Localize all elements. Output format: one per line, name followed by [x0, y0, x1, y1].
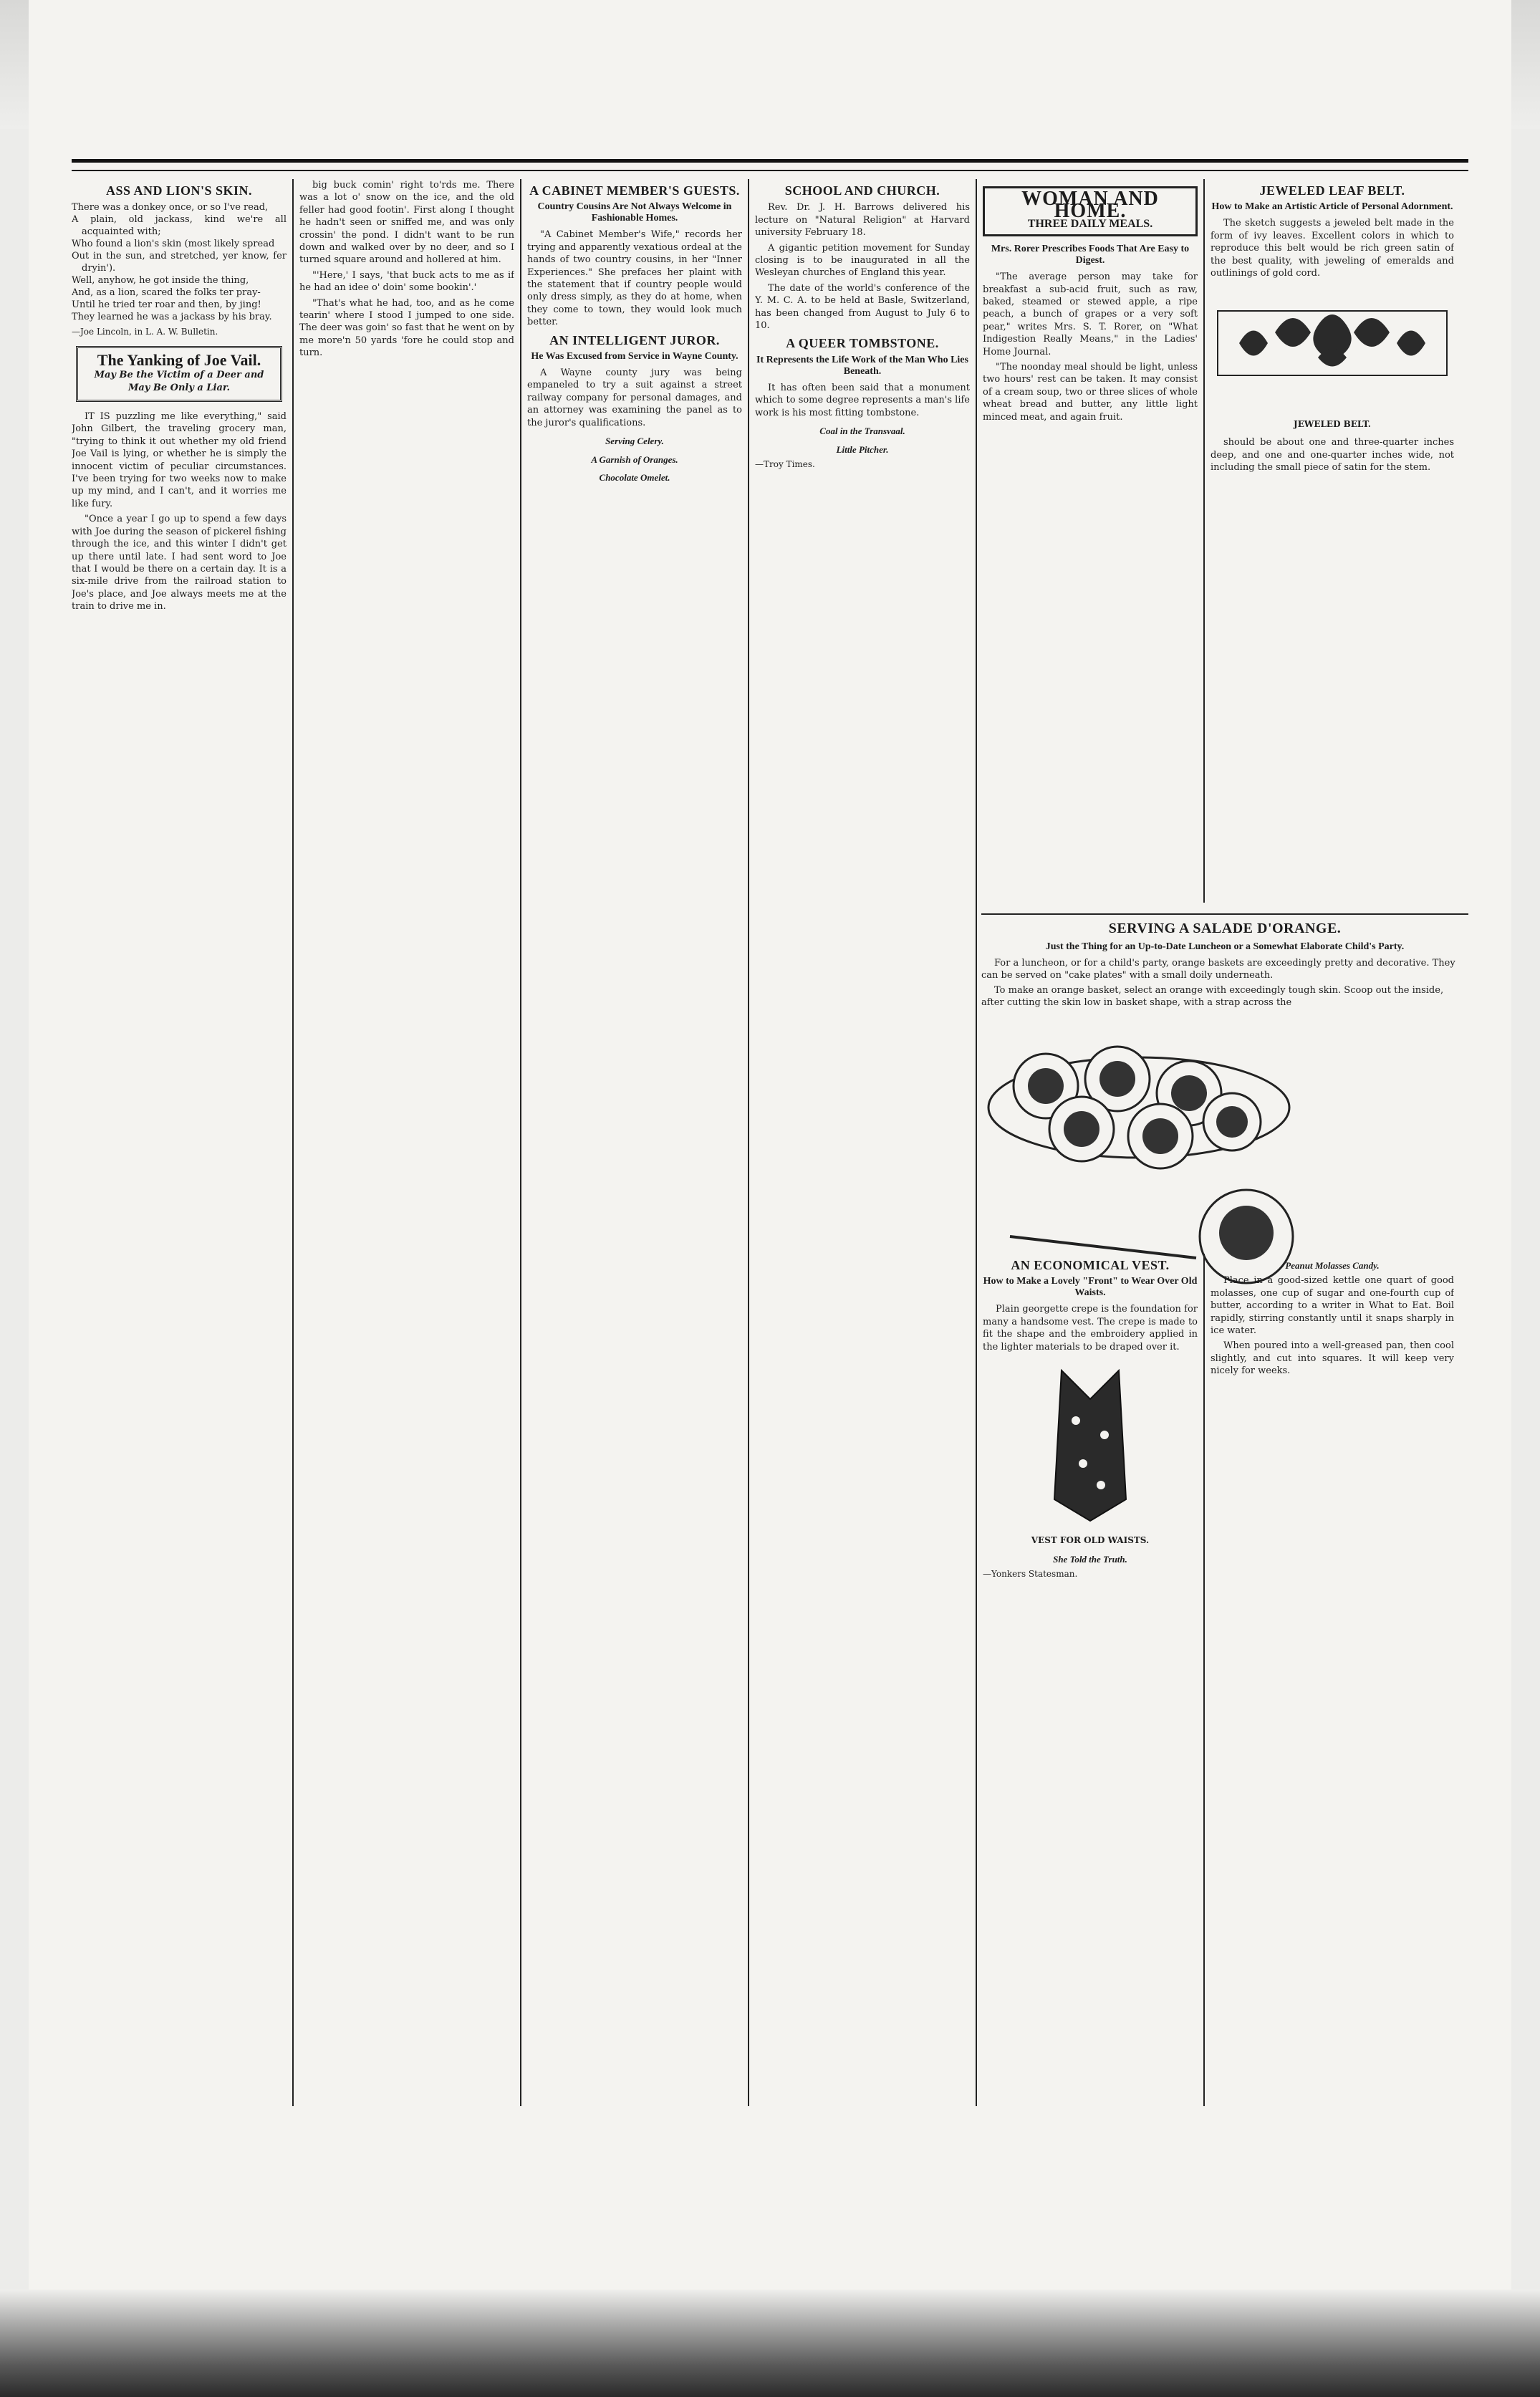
- subheadline: May Be the Victim of a Deer and May Be Only a Liar.: [94, 370, 264, 393]
- section-heading: A Garnish of Oranges.: [591, 453, 678, 465]
- article-paragraph: "That's what he had, too, and as he come tearin' where I stood I jumped to one side. The deer was goin' so fast that he went on by me more'n 50 yards 'fore he could stop and turn.: [299, 297, 514, 359]
- subheadline: How to Make an Artistic Article of Personal Adornment.: [1211, 201, 1453, 213]
- article-paragraph: Plain georgette crepe is the foundation for many a handsome vest. The crepe is made to fit the shape and the embroidery applied in the lighter materials to be draped over it.: [983, 1304, 1198, 1353]
- column-3: [527, 179, 742, 2106]
- subheadline: It Represents the Life Work of the Man Who Lies Beneath.: [756, 354, 968, 377]
- article-paragraph: Rev. Dr. J. H. Barrows delivered his lecture on "Natural Religion" at Harvard university February 18.: [755, 202, 970, 239]
- poem-line: They learned he was a jackass by his bray.: [72, 312, 272, 323]
- section-heading: Serving Celery.: [605, 436, 664, 447]
- boxed-headline: [76, 346, 282, 402]
- section-heading: Chocolate Omelet.: [599, 471, 670, 483]
- section-header-woman-home: [983, 186, 1198, 236]
- article-paragraph: A gigantic petition movement for Sunday closing is to be inaugurated in all the Wesleyan churches of England this year.: [755, 242, 970, 279]
- article-paragraph: "Once a year I go up to spend a few days with Joe during the season of pickerel fishing through the ice, and this winter I didn't get up there until late. I had sent word to Joe that I would be there on a certain day. It is a six-mile drive from the railroad station to Joe's place, and Joe always meets me at the train to drive me in.: [72, 514, 287, 613]
- article-paragraph: "The noonday meal should be light, unless two hours' rest can be taken. It may consist of a cream soup, two or three slices of whole wheat bread and butter, any little light minced meat, and again fruit.: [983, 362, 1198, 423]
- section-heading: Peanut Molasses Candy.: [1285, 1260, 1380, 1271]
- headline-cabinet-guests: A CABINET MEMBER'S GUESTS.: [529, 183, 740, 198]
- poem-line: A plain, old jackass, kind we're all acquainted with;: [72, 214, 287, 238]
- article-paragraph: When poured into a well-greased pan, then cool slightly, and cut into squares. It will keep very nicely for weeks.: [1211, 1340, 1454, 1377]
- poem-line: Out in the sun, and stretched, yer know, fer dryin').: [72, 251, 287, 274]
- section-heading: Coal in the Transvaal.: [819, 426, 905, 437]
- headline-ass-lion: ASS AND LION'S SKIN.: [105, 183, 253, 198]
- section-heading: Little Pitcher.: [836, 443, 889, 455]
- headline-intelligent-juror: AN INTELLIGENT JUROR.: [549, 332, 720, 347]
- column-rule: [976, 179, 977, 2106]
- article-paragraph: It has often been said that a monument which to some degree represents a man's life work is his most fitting tombstone.: [755, 382, 970, 418]
- section-rule: [981, 913, 1468, 915]
- headline-economical-vest: AN ECONOMICAL VEST.: [1011, 1258, 1170, 1272]
- byline: —Yonkers Statesman.: [983, 1569, 1078, 1580]
- article-paragraph: A Wayne county jury was being empaneled to try a suit against a street railway company for personal damages, and an attorney was examining the panel as to the juror's qualifications.: [527, 368, 742, 428]
- article-paragraph: The sketch suggests a jeweled belt made in the form of ivy leaves. Excellent colors in which to reproduce this belt would be rich green satin of the best quality, with jeweling of emeralds and outlinings of gold cord.: [1211, 218, 1454, 279]
- byline: —Troy Times.: [755, 458, 815, 469]
- column-rule: [1203, 179, 1205, 903]
- column-6-bottom: [1211, 1254, 1454, 2106]
- headline-jeweled-belt: JEWELED LEAF BELT.: [1259, 183, 1405, 198]
- jeweled-belt-illustration: [1211, 282, 1454, 411]
- column-rule: [520, 179, 521, 2106]
- poem-line: There was a donkey once, or so I've read,: [72, 202, 269, 213]
- poem: [72, 201, 287, 323]
- column-4: [755, 179, 970, 2106]
- subheadline: Country Cousins Are Not Always Welcome in Fashionable Homes.: [537, 201, 732, 224]
- article-paragraph: should be about one and three-quarter inches deep, and one and one-quarter inches wide, not including the small piece of satin for the stem.: [1211, 437, 1454, 474]
- article-paragraph: "The average person may take for breakfast a sub-acid fruit, such as raw, baked, steamed or stewed apple, a ripe peach, a bunch of grapes or a very soft pear," writes Mrs. S. T. Rorer, on "What Indigestion Really Means," in the Ladies' Home Journal.: [983, 272, 1198, 357]
- subheadline: Mrs. Rorer Prescribes Foods That Are Easy to Digest.: [991, 244, 1190, 266]
- headline-three-meals: THREE DAILY MEALS.: [1027, 217, 1153, 230]
- poem-line: Who found a lion's skin (most likely spread: [72, 239, 275, 250]
- article-paragraph: IT IS puzzling me like everything," said John Gilbert, the traveling grocery man, "trying to think it out whether my old friend Joe Vail is lying, or whether he is simply the innocent victim of peculiar circumstances. I've been trying for two weeks now to make up my mind, and I can't, and it worries me like fury.: [72, 411, 287, 509]
- poem-line: Until he tried ter roar and then, by jing!: [72, 299, 261, 311]
- column-2: [299, 179, 514, 2106]
- headline-queer-tombstone: A QUEER TOMBSTONE.: [786, 336, 939, 351]
- column-5-top: [983, 179, 1198, 903]
- subheadline: Just the Thing for an Up-to-Date Luncheon or a Somewhat Elaborate Child's Party.: [1045, 941, 1405, 952]
- byline: —Joe Lincoln, in L. A. W. Bulletin.: [72, 327, 218, 337]
- subheadline: How to Make a Lovely "Front" to Wear Over Old Waists.: [983, 1276, 1198, 1299]
- column-6-top: [1211, 179, 1454, 903]
- article-paragraph: "A Cabinet Member's Wife," records her trying and apparently vexatious ordeal at the hands of two country cousins, in her "Inner Experiences." She prefaces her plaint with the statement that if country people would only dress simply, as they do at home, when they come to town, they would look much better.: [527, 229, 742, 328]
- headline-joe-vail: The Yanking of Joe Vail.: [97, 350, 261, 369]
- illustration-caption: VEST FOR OLD WAISTS.: [1031, 1535, 1150, 1546]
- article-paragraph: Place in a good-sized kettle one quart of good molasses, one cup of sugar and one-fourth cup of butter, according to a writer in What to Eat. Boil rapidly, stirring constantly until it snaps sharply in ice water.: [1211, 1275, 1454, 1337]
- headline-woman-home: WOMAN AND HOME.: [1021, 188, 1159, 223]
- header-rule: [72, 159, 1468, 171]
- article-paragraph: For a luncheon, or for a child's party, orange baskets are exceedingly pretty and decorative. They can be served on "cake plates" with a small doily underneath.: [981, 958, 1455, 981]
- article-paragraph: "'Here,' I says, 'that buck acts to me as if he had an idee o' doin' some bookin'.': [299, 269, 514, 294]
- scan-border-bottom: [0, 2290, 1540, 2397]
- column-rule: [1203, 1254, 1205, 2106]
- illustration-caption: JEWELED BELT.: [1294, 418, 1371, 429]
- column-1: [72, 179, 287, 2106]
- headline-salade-orange: SERVING A SALADE D'ORANGE.: [1108, 921, 1342, 936]
- poem-line: And, as a lion, scared the folks ter pray-: [72, 287, 261, 299]
- column-rule: [748, 179, 749, 2106]
- article-paragraph: To make an orange basket, select an orange with exceedingly tough skin. Scoop out the inside, after cutting the skin low in basket shape, with a strap across the: [981, 985, 1444, 1008]
- article-paragraph: The date of the world's conference of the Y. M. C. A. to be held at Basle, Switzerland, has been changed from August to July 6 to 10.: [755, 282, 970, 332]
- poem-line: Well, anyhow, he got inside the thing,: [72, 275, 249, 287]
- headline-school-church: SCHOOL AND CHURCH.: [784, 183, 940, 198]
- vest-illustration: [983, 1356, 1198, 1528]
- subheadline: He Was Excused from Service in Wayne County.: [531, 351, 738, 362]
- column-rule: [292, 179, 294, 2106]
- article-paragraph: big buck comin' right to'rds me. There was a lot o' snow on the ice, and the old feller had good footin'. First along I thought he hadn't seen or sniffed me, and was only crossin' the pond. I didn't want to be run down and walked over by no deer, and so I turned square around and hollered at him.: [299, 180, 514, 266]
- section-heading: She Told the Truth.: [1053, 1553, 1127, 1565]
- column-5-bottom: [983, 1254, 1198, 2106]
